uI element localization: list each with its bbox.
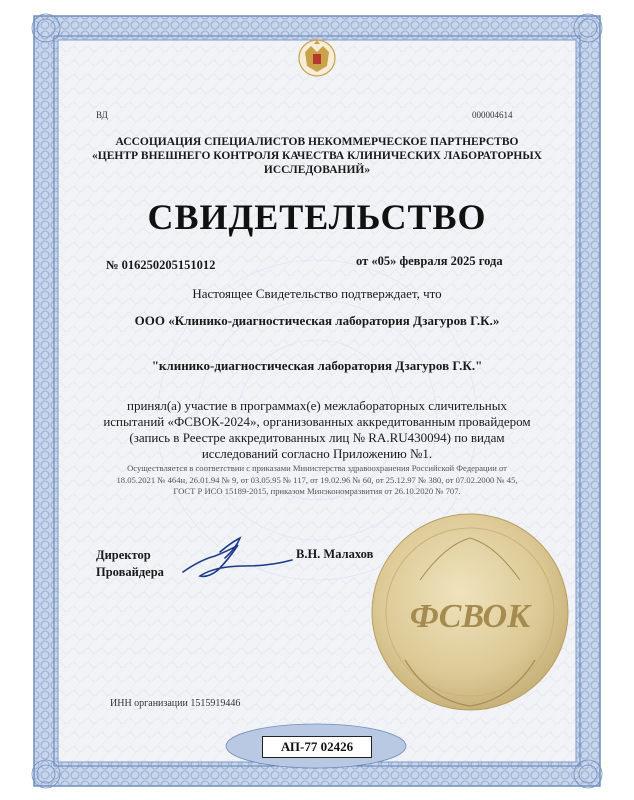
seal-text: ФСВОК	[409, 598, 531, 635]
signatory-title-line-1: Директор	[96, 548, 151, 562]
recipient-subdivision: "клинико-диагностическая лаборатория Дзагуров Г.К."	[151, 358, 483, 373]
statement-line-2: испытаний «ФСВОК-2024», организованных аккредитованным провайдером	[103, 414, 531, 429]
document-title: СВИДЕТЕЛЬСТВО	[147, 197, 487, 237]
signatory-title-line-2: Провайдера	[96, 565, 164, 579]
statement-line-4: исследований согласно Приложению №1.	[201, 446, 433, 461]
statement-line-1: принял(а) участие в программах(е) межлабораторных сличительных	[126, 398, 507, 413]
certificate-number: № 016250205151012	[106, 258, 216, 272]
issuer-line-2: «ЦЕНТР ВНЕШНЕГО КОНТРОЛЯ КАЧЕСТВА КЛИНИЧЕСКИХ ЛАБОРАТОРНЫХ	[92, 150, 542, 162]
legal-basis	[80, 463, 554, 498]
inn-number: ИНН организации 1515919446	[110, 698, 241, 709]
statement-line-3: (запись в Реестре аккредитованных лиц № RA.RU430094) по видам	[129, 430, 505, 445]
coat-of-arms-emblem	[299, 40, 335, 76]
issuer-line-3: ИССЛЕДОВАНИЙ»	[263, 164, 371, 176]
legal-line-2: 18.05.2021 № 464н, 26.01.94 № 9, от 03.05.95 № 117, от 19.02.96 № 60, от 25.12.97 № 380, от 07.02.2000 № 45,	[116, 474, 518, 485]
form-number: АП-77 02426	[262, 736, 372, 758]
issuer-organization	[60, 135, 574, 177]
series-code: ВД	[96, 110, 108, 120]
serial-number: 000004614	[472, 110, 513, 120]
intro-text: Настоящее Свидетельство подтверждает, что	[192, 286, 442, 301]
participation-statement	[70, 398, 564, 462]
issuer-line-1: АССОЦИАЦИЯ СПЕЦИАЛИСТОВ НЕКОММЕРЧЕСКОЕ ПАРТНЕРСТВО	[115, 136, 519, 148]
signatory-name: В.Н. Малахов	[296, 547, 374, 561]
legal-line-1: Осуществляется в соответствии с приказами Министерства здравоохранения Российской Федерации от	[127, 463, 507, 473]
recipient-name: ООО «Клинико-диагностическая лаборатория Дзагуров Г.К.»	[134, 313, 500, 328]
signatory-title	[96, 547, 164, 581]
issue-date: от «05» февраля 2025 года	[356, 254, 503, 268]
legal-line-3: ГОСТ Р ИСО 15189-2015, приказом Минэкономразвития от 26.10.2020 № 707.	[173, 486, 461, 496]
